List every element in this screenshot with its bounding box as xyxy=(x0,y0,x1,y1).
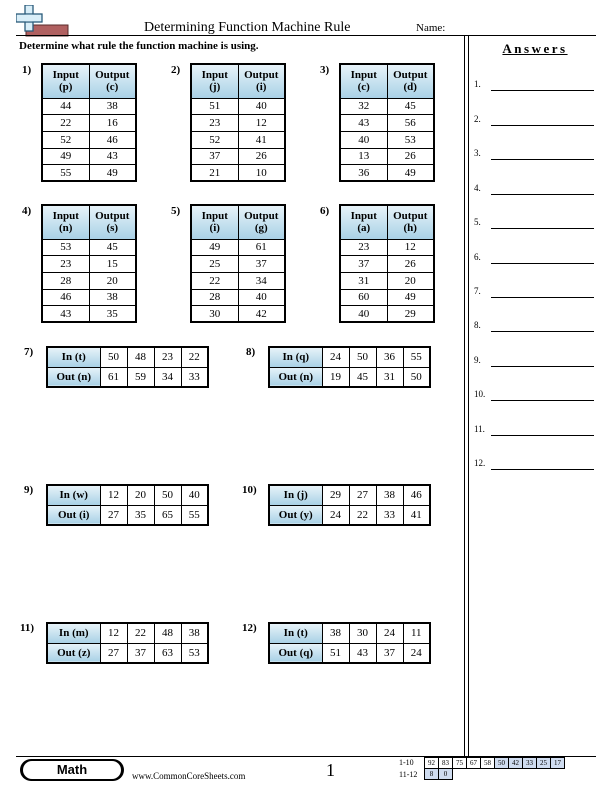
table-row xyxy=(42,131,136,148)
output-value: 20 xyxy=(387,272,434,289)
table-row xyxy=(42,98,136,115)
function-table xyxy=(339,204,435,323)
input-value: 40 xyxy=(340,306,387,323)
output-header: Out (q) xyxy=(269,643,322,663)
output-value: 33 xyxy=(376,505,403,525)
score-cell: 42 xyxy=(509,758,523,769)
input-value: 48 xyxy=(154,623,181,643)
score-table xyxy=(424,757,565,780)
input-value: 13 xyxy=(340,148,387,165)
input-row xyxy=(269,623,430,643)
table-row xyxy=(191,165,285,182)
input-value: 31 xyxy=(340,272,387,289)
input-value: 55 xyxy=(42,165,89,182)
input-variable: (a) xyxy=(357,222,371,235)
table-row xyxy=(191,148,285,165)
input-variable: (p) xyxy=(59,81,73,94)
input-header: In (m) xyxy=(47,623,100,643)
input-value: 50 xyxy=(349,347,376,367)
problem-number: 6) xyxy=(320,205,330,217)
output-value: 34 xyxy=(238,272,285,289)
table-row xyxy=(191,131,285,148)
output-value: 37 xyxy=(376,643,403,663)
column-divider xyxy=(464,36,465,756)
input-value: 12 xyxy=(100,623,127,643)
score-cell: 17 xyxy=(551,758,565,769)
table-header-row xyxy=(42,205,136,239)
input-header xyxy=(340,205,387,239)
input-value: 44 xyxy=(42,98,89,115)
input-value: 30 xyxy=(191,306,238,323)
input-value: 38 xyxy=(376,485,403,505)
input-header-label: Input xyxy=(201,210,228,223)
plus-logo-icon xyxy=(16,5,70,39)
input-header-label: Input xyxy=(52,210,79,223)
output-value: 34 xyxy=(154,367,181,387)
input-value: 38 xyxy=(181,623,208,643)
output-value: 20 xyxy=(89,272,136,289)
output-header xyxy=(238,64,285,98)
output-header xyxy=(387,64,434,98)
score-cell: 58 xyxy=(481,758,495,769)
header-divider xyxy=(16,35,596,36)
problem-number: 10) xyxy=(242,484,257,496)
answer-blank[interactable] xyxy=(491,228,594,229)
table-header-row xyxy=(191,205,285,239)
input-variable: (j) xyxy=(209,81,221,94)
table-header-row xyxy=(340,64,434,98)
output-value: 49 xyxy=(387,165,434,182)
answer-blank[interactable] xyxy=(491,90,594,91)
input-value: 36 xyxy=(340,165,387,182)
output-header-label: Output xyxy=(393,69,428,82)
input-value: 29 xyxy=(322,485,349,505)
answer-blank[interactable] xyxy=(491,159,594,160)
input-row xyxy=(269,347,430,367)
table-row xyxy=(340,165,434,182)
problem-number: 12) xyxy=(242,622,257,634)
input-value: 46 xyxy=(403,485,430,505)
input-value: 23 xyxy=(42,256,89,273)
table-row xyxy=(42,306,136,323)
score-cell: 83 xyxy=(439,758,453,769)
function-table xyxy=(41,204,137,323)
output-value: 41 xyxy=(238,131,285,148)
input-value: 22 xyxy=(42,115,89,132)
table-row xyxy=(42,115,136,132)
input-header xyxy=(340,64,387,98)
output-value: 12 xyxy=(387,239,434,256)
table-row xyxy=(340,239,434,256)
score-cell: 0 xyxy=(439,769,453,780)
answer-blank[interactable] xyxy=(491,469,594,470)
output-variable: (s) xyxy=(106,222,119,235)
input-value: 21 xyxy=(191,165,238,182)
input-value: 52 xyxy=(191,131,238,148)
input-value: 37 xyxy=(340,256,387,273)
output-value: 31 xyxy=(376,367,403,387)
output-header: Out (n) xyxy=(269,367,322,387)
page-number: 1 xyxy=(326,760,335,780)
column-divider xyxy=(468,36,469,756)
output-value: 26 xyxy=(387,256,434,273)
output-value: 45 xyxy=(89,239,136,256)
input-value: 24 xyxy=(376,623,403,643)
input-row xyxy=(269,485,430,505)
answer-blank[interactable] xyxy=(491,400,594,401)
output-value: 61 xyxy=(238,239,285,256)
function-table xyxy=(41,63,137,182)
input-variable: (c) xyxy=(357,81,370,94)
output-value: 40 xyxy=(238,289,285,306)
output-header: Out (i) xyxy=(47,505,100,525)
table-row xyxy=(191,239,285,256)
worksheet-title: Determining Function Machine Rule xyxy=(144,20,351,35)
output-header: Out (z) xyxy=(47,643,100,663)
answer-line[interactable] xyxy=(474,183,594,195)
output-header: Out (y) xyxy=(269,505,322,525)
answer-number: 8. xyxy=(474,320,481,330)
answer-number: 10. xyxy=(474,389,486,399)
output-value: 53 xyxy=(387,131,434,148)
answer-number: 7. xyxy=(474,286,481,296)
output-value: 63 xyxy=(154,643,181,663)
input-header-label: Input xyxy=(201,69,228,82)
output-value: 35 xyxy=(127,505,154,525)
output-value: 46 xyxy=(89,131,136,148)
function-table xyxy=(46,484,209,526)
table-row xyxy=(191,98,285,115)
output-value: 27 xyxy=(100,643,127,663)
score-cell: 50 xyxy=(495,758,509,769)
input-value: 43 xyxy=(340,115,387,132)
input-value: 23 xyxy=(191,115,238,132)
answer-blank[interactable] xyxy=(491,366,594,367)
output-row xyxy=(47,505,208,525)
input-value: 23 xyxy=(340,239,387,256)
output-header xyxy=(89,64,136,98)
problem-number: 8) xyxy=(246,346,256,358)
table-header-row xyxy=(42,64,136,98)
input-row xyxy=(47,623,208,643)
output-value: 49 xyxy=(387,289,434,306)
table-row xyxy=(340,98,434,115)
output-header-label: Output xyxy=(244,210,279,223)
output-value: 42 xyxy=(238,306,285,323)
input-value: 30 xyxy=(349,623,376,643)
answer-blank[interactable] xyxy=(491,297,594,298)
table-row xyxy=(340,148,434,165)
input-value: 50 xyxy=(154,485,181,505)
table-header-row xyxy=(191,64,285,98)
output-value: 59 xyxy=(127,367,154,387)
input-value: 53 xyxy=(42,239,89,256)
table-row xyxy=(42,148,136,165)
problem-number: 3) xyxy=(320,64,330,76)
output-row xyxy=(269,643,430,663)
function-table xyxy=(190,204,286,323)
score-cell: 8 xyxy=(425,769,439,780)
input-value: 20 xyxy=(127,485,154,505)
subject-label: Math xyxy=(23,761,121,779)
answer-line[interactable] xyxy=(474,252,594,264)
input-value: 49 xyxy=(42,148,89,165)
score-cell: 75 xyxy=(453,758,467,769)
answer-line[interactable] xyxy=(474,355,594,367)
score-label: 11-12 xyxy=(399,770,418,779)
problem-number: 11) xyxy=(20,622,35,634)
input-value: 36 xyxy=(376,347,403,367)
score-cell: 92 xyxy=(425,758,439,769)
function-table xyxy=(190,63,286,182)
table-row xyxy=(191,256,285,273)
output-header-label: Output xyxy=(244,69,279,82)
output-value: 24 xyxy=(322,505,349,525)
table-row xyxy=(340,289,434,306)
score-cell: 33 xyxy=(523,758,537,769)
output-header-label: Output xyxy=(95,210,130,223)
answer-number: 9. xyxy=(474,355,481,365)
score-cell: 67 xyxy=(467,758,481,769)
input-value: 51 xyxy=(191,98,238,115)
input-value: 11 xyxy=(403,623,430,643)
output-value: 40 xyxy=(238,98,285,115)
output-header xyxy=(238,205,285,239)
input-value: 25 xyxy=(191,256,238,273)
table-row xyxy=(191,306,285,323)
table-row xyxy=(42,289,136,306)
input-header: In (j) xyxy=(269,485,322,505)
output-value: 24 xyxy=(403,643,430,663)
output-value: 19 xyxy=(322,367,349,387)
answer-line[interactable] xyxy=(474,286,594,298)
site-url: www.CommonCoreSheets.com xyxy=(132,771,246,781)
output-header-label: Output xyxy=(95,69,130,82)
output-header-label: Output xyxy=(393,210,428,223)
problem-number: 2) xyxy=(171,64,181,76)
table-row xyxy=(42,256,136,273)
table-row xyxy=(191,289,285,306)
output-variable: (g) xyxy=(254,222,268,235)
function-table xyxy=(46,622,209,664)
answer-line[interactable] xyxy=(474,114,594,126)
function-table xyxy=(268,622,431,664)
answer-line[interactable] xyxy=(474,148,594,160)
function-table xyxy=(46,346,209,388)
score-cell: 25 xyxy=(537,758,551,769)
output-row xyxy=(47,643,208,663)
input-value: 40 xyxy=(340,131,387,148)
table-row xyxy=(340,131,434,148)
input-value: 60 xyxy=(340,289,387,306)
input-value: 48 xyxy=(127,347,154,367)
input-value: 28 xyxy=(42,272,89,289)
output-header: Out (n) xyxy=(47,367,100,387)
answer-line[interactable] xyxy=(474,424,594,436)
input-header: In (q) xyxy=(269,347,322,367)
problem-number: 4) xyxy=(22,205,32,217)
output-value: 37 xyxy=(238,256,285,273)
answer-blank[interactable] xyxy=(491,125,594,126)
input-value: 22 xyxy=(191,272,238,289)
output-header xyxy=(387,205,434,239)
function-table xyxy=(268,484,431,526)
output-variable: (h) xyxy=(403,222,417,235)
output-value: 51 xyxy=(322,643,349,663)
answer-blank[interactable] xyxy=(491,263,594,264)
answer-number: 3. xyxy=(474,148,481,158)
input-value: 55 xyxy=(403,347,430,367)
output-value: 56 xyxy=(387,115,434,132)
answer-line[interactable] xyxy=(474,320,594,332)
input-value: 22 xyxy=(127,623,154,643)
answers-heading: Answers xyxy=(502,41,568,56)
output-value: 50 xyxy=(403,367,430,387)
input-value: 37 xyxy=(191,148,238,165)
output-value: 27 xyxy=(100,505,127,525)
input-value: 22 xyxy=(181,347,208,367)
instructions: Determine what rule the function machine is using. xyxy=(19,40,259,52)
output-value: 53 xyxy=(181,643,208,663)
output-value: 45 xyxy=(349,367,376,387)
table-row xyxy=(42,165,136,182)
output-row xyxy=(269,505,430,525)
output-value: 12 xyxy=(238,115,285,132)
input-row xyxy=(47,485,208,505)
input-row xyxy=(47,347,208,367)
answer-blank[interactable] xyxy=(491,435,594,436)
output-value: 38 xyxy=(89,98,136,115)
answer-line[interactable] xyxy=(474,458,594,470)
input-header xyxy=(42,205,89,239)
output-value: 55 xyxy=(181,505,208,525)
output-variable: (i) xyxy=(256,81,267,94)
output-value: 29 xyxy=(387,306,434,323)
answer-number: 6. xyxy=(474,252,481,262)
function-table xyxy=(339,63,435,182)
output-value: 65 xyxy=(154,505,181,525)
subject-badge xyxy=(20,759,124,781)
answer-line[interactable] xyxy=(474,389,594,401)
answer-blank[interactable] xyxy=(491,194,594,195)
output-variable: (c) xyxy=(106,81,119,94)
input-header xyxy=(191,64,238,98)
table-row xyxy=(340,272,434,289)
input-value: 28 xyxy=(191,289,238,306)
function-table xyxy=(268,346,431,388)
answer-number: 2. xyxy=(474,114,481,124)
input-value: 50 xyxy=(100,347,127,367)
input-value: 49 xyxy=(191,239,238,256)
problem-number: 5) xyxy=(171,205,181,217)
input-header xyxy=(191,205,238,239)
input-header: In (w) xyxy=(47,485,100,505)
output-value: 45 xyxy=(387,98,434,115)
output-row xyxy=(269,367,430,387)
table-row xyxy=(191,272,285,289)
output-value: 22 xyxy=(349,505,376,525)
problem-number: 7) xyxy=(24,346,34,358)
output-header xyxy=(89,205,136,239)
answer-number: 1. xyxy=(474,79,481,89)
input-value: 23 xyxy=(154,347,181,367)
answer-blank[interactable] xyxy=(491,331,594,332)
output-value: 49 xyxy=(89,165,136,182)
output-value: 43 xyxy=(89,148,136,165)
table-row xyxy=(42,239,136,256)
answer-number: 4. xyxy=(474,183,481,193)
answer-number: 11. xyxy=(474,424,485,434)
score-row xyxy=(425,758,565,769)
output-value: 10 xyxy=(238,165,285,182)
input-value: 43 xyxy=(42,306,89,323)
answer-line[interactable] xyxy=(474,79,594,91)
output-value: 37 xyxy=(127,643,154,663)
output-row xyxy=(47,367,208,387)
output-value: 38 xyxy=(89,289,136,306)
table-header-row xyxy=(340,205,434,239)
table-row xyxy=(42,272,136,289)
output-value: 35 xyxy=(89,306,136,323)
output-value: 16 xyxy=(89,115,136,132)
table-row xyxy=(340,306,434,323)
output-value: 26 xyxy=(387,148,434,165)
output-value: 41 xyxy=(403,505,430,525)
input-value: 12 xyxy=(100,485,127,505)
input-header: In (t) xyxy=(47,347,100,367)
score-label: 1-10 xyxy=(399,758,414,767)
input-value: 40 xyxy=(181,485,208,505)
input-value: 32 xyxy=(340,98,387,115)
answer-number: 12. xyxy=(474,458,486,468)
input-header xyxy=(42,64,89,98)
output-value: 33 xyxy=(181,367,208,387)
problem-number: 9) xyxy=(24,484,34,496)
answer-line[interactable] xyxy=(474,217,594,229)
score-row xyxy=(425,769,565,780)
answer-number: 5. xyxy=(474,217,481,227)
input-header-label: Input xyxy=(350,69,377,82)
input-header: In (t) xyxy=(269,623,322,643)
input-variable: (n) xyxy=(59,222,73,235)
output-value: 15 xyxy=(89,256,136,273)
input-value: 38 xyxy=(322,623,349,643)
input-value: 24 xyxy=(322,347,349,367)
output-value: 43 xyxy=(349,643,376,663)
table-row xyxy=(340,115,434,132)
output-value: 61 xyxy=(100,367,127,387)
input-header-label: Input xyxy=(350,210,377,223)
input-value: 46 xyxy=(42,289,89,306)
output-value: 26 xyxy=(238,148,285,165)
input-header-label: Input xyxy=(52,69,79,82)
table-row xyxy=(191,115,285,132)
input-variable: (i) xyxy=(209,222,220,235)
output-variable: (d) xyxy=(403,81,417,94)
name-label: Name: xyxy=(416,22,446,34)
problem-number: 1) xyxy=(22,64,32,76)
input-value: 27 xyxy=(349,485,376,505)
input-value: 52 xyxy=(42,131,89,148)
table-row xyxy=(340,256,434,273)
